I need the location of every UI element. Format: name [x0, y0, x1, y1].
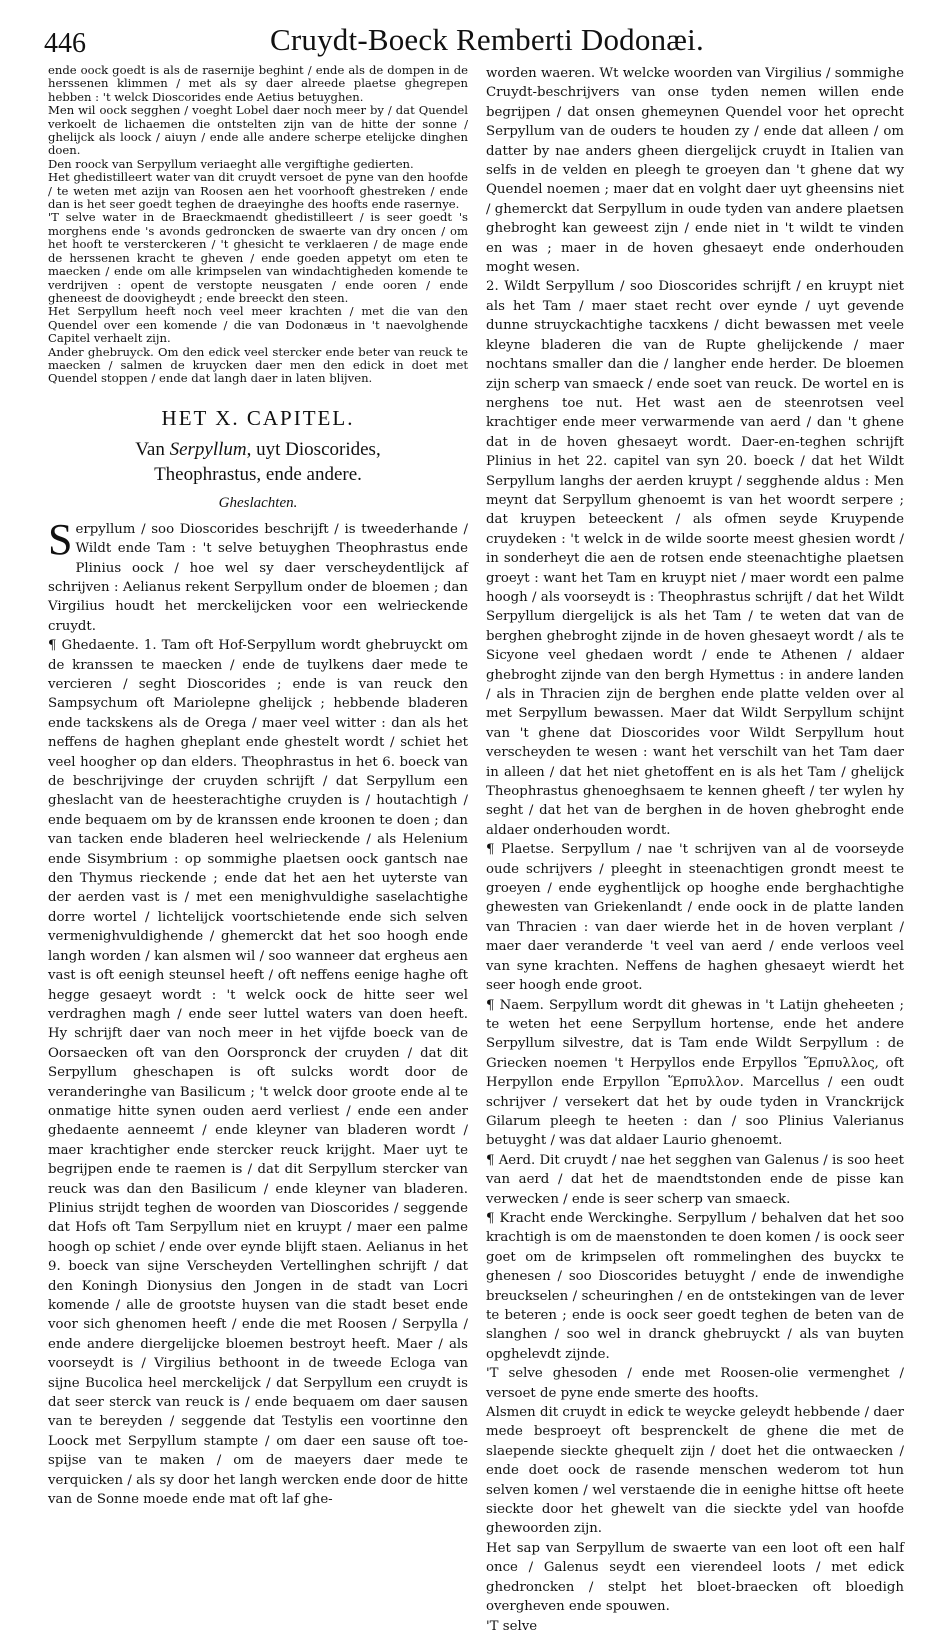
- paragraph: 2. Wildt Serpyllum / soo Dioscorides schrijft / en kruypt niet als het Tam / maer staet recht over eynde / uyt gevende dunne struyckachtighe tacxkens / dicht bewassen met veele kleyne bladeren die van de Rupte ghelijckende / maer nochtans smaller dan die / langher ende herder. De bloemen zijn scherp van smaeck / ende soet van reuck. De wortel en is nerghens toe nut. Het wast aen de steenrotsen veel krachtiger ende meer verwarmende van aerd / dan 't ghene dat in de hoven ghesaeyt wordt. Daer-en-teghen schrijft Plinius in het 22. capitel van syn 20. boeck / dat het Wildt Serpyllum langhs der aerden kruypt / segghende aldus : Men meynt dat Serpyllum ghenoemt is van het woordt serpere ; dat kruypen beteeckent / als ofmen seyde Kruypende cruydeken : 't welck in de wilde soorte meest ghesien wordt / in sonderheyt die aen de rotsen ende steenachtighe plaetsen groeyt : want het Tam en kruypt niet / maer wordt een palme hoogh / als voorseydt is : Theophrastus schrijft / dat het Wildt Serpyllum diergelijck is als het Tam / te weten dat van de berghen ghebroght zijnde in de hoven ghesaeyt wordt / als te Sicyone veel ghedaen wordt / ende te Athenen / aldaer ghebroght zijnde van den bergh Hymettus : in andere landen / als in Thracien zijn de berghen ende platte velden over al met Serpyllum bewassen. Maer dat Wildt Serpyllum schijnt van 't ghene dat Dioscorides voor Wildt Serpyllum hout verscheyden te wesen : want het verschilt van het Tam daer in alleen / dat het niet ghetoffent en is als het Tam / ghelijck Theophrastus ghenoeghsaem te kennen gheeft / ter wylen hy seght / dat het van de berghen in de hoven ghebroght ende aldaer onderhouden wordt.: [486, 279, 904, 838]
- paragraph: ende oock goedt is als de rasernije beghint / ende als de dompen in de herssenen klimmen / met als sy daer alreede plaetse ghegrepen hebben : 't welck Dioscorides ende Aetius betuyghen.: [48, 63, 468, 104]
- left-main-text: [48, 514, 468, 1510]
- paragraph: Het sap van Serpyllum de swaerte van een loot oft een half once / Galenus seydt een vierendeel loots / met edick ghedroncken / stelpt het bloet-braecken oft bloedigh overgheven ende spouwen.: [486, 1540, 904, 1615]
- chapter-subtitle-line2: Theophrastus, ende andere.: [154, 463, 362, 485]
- paragraph: ¶ Ghedaente. 1. Tam oft Hof-Serpyllum wordt ghebruyckt om de kranssen te maecken / ende de tuylkens daer mede te vercieren / seght Dioscorides ; ende is van reuck den Sampsychum oft Mariolepne ghelijck ; hebbende bladeren ende tackskens als de Orega / maer veel witter : dan als het neffens de haghen gheplant ende ghestelt wordt / schiet het veel hoogher op dan elders. Theophrastus in het 6. boeck van de beschrijvinge der cruyden schrijft / dat Serpyllum een gheslacht van de heesterachtighe cruyden is / houtachtigh / ende bequaem om by de kranssen ende kroonen te doen ; dan van tacken ende bladeren heel welrieckende / als Helenium ende Sisymbrium : op sommighe plaetsen oock gantsch nae den Thymus rieckende ; ende dat het aen het uyterste van der aerden vast is / met een menighvuldighe saselachtighe dorre wortel / lichtelijck voortschietende ende sich selven vermenighvuldighende / ghemerckt dat het soo hoogh ende langh worden / kan alsmen wil / soo wanneer dat ergheus aen vast is oft eenigh steunsel heeft / oft neffens eenige haghe oft hegge gesaeyt wordt : 't welck oock de hitte seer wel verdraghen magh / ende seer luttel waters van doen heeft. Hy schrijft daer van noch meer in het vijfde boeck van de Oorsaecken oft van den Oorspronck der cruyden / dat dit Serpyllum gheschapen is oft sulcks wordt door de veranderinghe van Basilicum ; 't welck door groote ende al te onmatige hitte synen ouden aerd verliest / ende een ander ghedaente aenneemt / ende kleyner van bladeren wordt / maer krachtigher ende stercker reuck krijght. Maer uyt te begrijpen ende te raemen is / dat dit Serpyllum stercker van reuck was dan den Basilicum / ende kleyner van bladeren. Plinius strijdt teghen de woorden van Dioscorides / seggende dat Hofs oft Tam Serpyllum niet en kruypt / maer een palme hoogh op schiet / ende over eynde blijft staen. Aelianus in het 9. boeck van sijne Verscheyden Vertellinghen schrijft / dat den Koningh Dionysius den Jongen in de stadt van Locri komende / alle de grootste huysen van die stadt beset ende voor sich ghenomen heeft / ende die met Roosen / Serpylla / ende andere diergelijcke bloemen bestroyt heeft. Maer / als voorseydt is / Virgilius bethoont in de tweede Ecloga van sijne Bucolica heel merckelijck / dat Serpyllum een cruydt is dat seer sterck van reuck is / ende bequaem om daer sausen van te bereyden / seggende dat Testylis een voortinne den Loock met Serpyllum stampte / om daer een sause oft toe-spijse van te maken / om de maeyers daer mede te verquicken / als sy door het langh wercken ende door de hitte van de Sonne moede ende mat oft laf ghe-: [48, 638, 468, 1508]
- left-top-text: [48, 64, 468, 386]
- page-number: 446: [44, 28, 86, 59]
- catchword: 'T selve: [486, 1618, 538, 1634]
- paragraph: Men wil oock segghen / voeght Lobel daer noch meer by / dat Quendel verkoelt de lichaemen die ontstelten zijn van de hitte der sonne / ghelijck als loock / aiuyn / ende alle andere scherpe etelijcke dinghen doen.: [48, 103, 468, 158]
- paragraph: ¶ Kracht ende Werckinghe. Serpyllum / behalven dat het soo krachtigh is om de maenstonden te doen komen / is oock seer goet om de krimpselen oft rommelinghen des buyckx te ghenesen / soo Dioscorides betuyght / ende de inwendighe breuckselen / scheuringhen / en de ontstekingen van de lever te beteren ; ende is oock seer goedt teghen de beten van de slanghen / soo wel in dranck ghebruyckt / als van buyten opghelevdt zijnde.: [486, 1210, 904, 1362]
- paragraph: 'T selve ghesoden / ende met Roosen-olie vermenghet / versoet de pyne ende smerte des hoofts.: [486, 1366, 904, 1401]
- paragraph: worden waeren. Wt welcke woorden van Virgilius / sommighe Cruydt-beschrijvers van onse tyden nemen willen ende begrijpen / dat onsen ghemeynen Quendel voor het oprecht Serpyllum van de ouders te houden zy / ende dat alleen / om datter by nae anders gheen diergelijck cruydt in Italien van selfs in de velden en pleegh te groeyen dan 't ghene dat wy Quendel noemen ; maer dat en volght daer uyt gheensins niet / ghemerckt dat Serpyllum in oude tyden van andere plaetsen ghebroght kan geweest zijn / ende niet in 't wildt te vinden en was ; maer in de hoven ghesaeyt ende onderhouden moght wesen.: [486, 66, 904, 276]
- paragraph: Den roock van Serpyllum veriaeght alle vergiftighe gedierten.: [48, 156, 414, 171]
- chapter-subtitle-rest: , uyt Dioscorides,: [246, 438, 381, 460]
- paragraph: ¶ Plaetse. Serpyllum / nae 't schrijven van al de voorseyde oude schrijvers / pleeght in steenachtigen grondt meest te groeyen / ende eyghentlijck op hooghe ende berghachtighe ghewesten van Griekenlandt / ende oock in de platte landen van Thracien : van daer wierde het in de hoven verplant / maer daer veranderde 't veel van aerd / ende verloos veel van syne krachten. Neffens de haghen ghesaeyt wierdt het seer hoogh ende groot.: [486, 842, 904, 994]
- paragraph-text: erpyllum / soo Dioscorides beschrijft / is tweederhande / Wildt ende Tam : 't selve betuyghen Theophrastus ende Plinius oock / hoe wel sy daer verscheydentlijck af schrijven : Aelianus rekent Serpyllum onder de bloemen ; dan Virgilius houdt het merckelijcken voor een welrieckende cruydt.: [48, 521, 468, 634]
- chapter-subtitle-prefix: Van: [135, 438, 170, 460]
- running-title: Cruydt-Boeck Remberti Dodonæi.: [270, 22, 704, 57]
- paragraph: [48, 514, 468, 636]
- paragraph: 'T selve water in de Braeckmaendt ghedistilleert / is seer goedt 's morghens ende 's avonds gedroncken de swaerte van dry oncen / om het hooft te versterckeren / 't ghesicht te verklaeren / de mage ende de herssenen kracht te gheven / ende goeden appetyt om eten te maecken / ende om alle krimpselen van windachtigheden komende te verdrijven : opent de verstopte neusgaten / ende ooren / ende gheneest de doovigheydt ; ende breeckt den steen.: [48, 210, 468, 305]
- paragraph: Alsmen dit cruydt in edick te weycke geleydt hebbende / daer mede besproeyt oft besprenckelt de ghene die met de slaepende sieckte ghequelt zijn / doet het die ontwaecken / ende doet oock de rasende menschen wederom tot hun selven komen / wel verstaende die in eenighe hittse oft heete sieckte door het ghewelt van die sieckte ydel van hoofde ghewoorden zijn.: [486, 1405, 904, 1537]
- chapter-subtitle: [48, 437, 468, 462]
- paragraph: ¶ Aerd. Dit cruydt / nae het segghen van Galenus / is soo heet van aerd / dat het de maendtstonden ende de pisse kan verwecken / ende is seer scherp van smaeck.: [486, 1152, 904, 1207]
- paragraph: Ander ghebruyck. Om den edick veel stercker ende beter van reuck te maecken / salmen de kruycken daer men den edick in doet met Quendel stoppen / ende dat langh daer in laten blijven.: [48, 344, 468, 386]
- left-column: [48, 64, 468, 1554]
- section-heading: Gheslachten.: [218, 494, 298, 511]
- drop-cap: S: [48, 514, 73, 564]
- paragraph: Het Serpyllum heeft noch veel meer krachten / met die van den Quendel over een komende / die van Dodonæus in 't naevolghende Capitel verhaelt zijn.: [48, 304, 468, 346]
- chapter-subtitle-plant: Serpyllum: [169, 438, 247, 460]
- paragraph: ¶ Naem. Serpyllum wordt dit ghewas in 't Latijn gheheeten ; te weten het eene Serpyllum hortense, ende het andere Serpyllum silvestre, dat is Tam ende Wildt Serpyllum : de Griecken noemen 't Herpyllos ende Erpyllos Ἕρπυλλος, oft Herpyllon ende Erpyllon Ἕρπυλλον. Marcellus / een oudt schrijver / versekert dat het by oude tyden in Vranckrijck Gilarum pleegh te heeten : dan / soo Plinius Valerianus betuyght / was dat aldaer Laurio ghenoemt.: [486, 997, 904, 1149]
- right-column: [486, 64, 904, 1634]
- paragraph: Het ghedistilleert water van dit cruydt versoet de pyne van den hoofde / te weten met azijn van Roosen aen het voorhooft ghestreken / ende dan is het seer goedt teghen de draeyinghe des hoofts ende rasernye.: [48, 170, 468, 212]
- chapter-title: HET X. CAPITEL.: [161, 405, 355, 430]
